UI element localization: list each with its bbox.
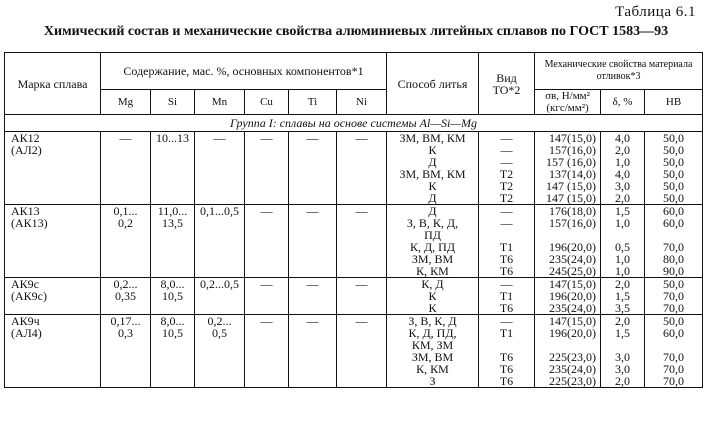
cell-grade: АК9с (АК9с)	[5, 278, 101, 315]
cell-ni: —	[337, 132, 387, 205]
group-label: Группа I: сплавы на основе системы Al—Si—Mg	[5, 115, 703, 132]
header-mg: Mg	[101, 90, 151, 115]
cell-delta: 4,0 2,0 1,0 4,0 3,0 2,0	[601, 132, 645, 205]
cell-heat-treatment: — Т1 Т6 Т6 Т6	[479, 315, 535, 388]
cell-mn: —	[195, 132, 245, 205]
cell-heat-treatment: — — Т1 Т6 Т6	[479, 205, 535, 278]
header-casting: Способ литья	[387, 53, 479, 115]
cell-cu: —	[245, 132, 289, 205]
header-sigma: σв, Н/мм² (кгс/мм²)	[535, 90, 601, 115]
cell-mg: 0,17... 0,3	[101, 315, 151, 388]
table-row	[5, 205, 703, 278]
header-ti: Ti	[289, 90, 337, 115]
cell-mg: 0,2... 0,35	[101, 278, 151, 315]
cell-cu: —	[245, 205, 289, 278]
cell-sigma: 176(18,0) 157(16,0) 196(20,0) 235(24,0) 245(25,0)	[535, 205, 601, 278]
cell-ti: —	[289, 205, 337, 278]
cell-ti: —	[289, 278, 337, 315]
cell-heat-treatment: — Т1 Т6	[479, 278, 535, 315]
cell-grade: АК13 (АК13)	[5, 205, 101, 278]
header-grade: Марка сплава	[5, 53, 101, 115]
header-hb: HB	[645, 90, 703, 115]
cell-ni: —	[337, 315, 387, 388]
cell-ni: —	[337, 205, 387, 278]
table-row	[5, 315, 703, 388]
cell-mn: 0,1...0,5	[195, 205, 245, 278]
cell-mn: 0,2...0,5	[195, 278, 245, 315]
cell-ni: —	[337, 278, 387, 315]
header-mech: Механические свойства материала отливок*3	[535, 53, 703, 90]
header-ni: Ni	[337, 90, 387, 115]
cell-mn: 0,2... 0,5	[195, 315, 245, 388]
cell-heat-treatment: — — — Т2 Т2 Т2	[479, 132, 535, 205]
table-number: Таблица 6.1	[615, 4, 696, 20]
cell-ti: —	[289, 132, 337, 205]
cell-casting: К, Д К К	[387, 278, 479, 315]
cell-delta: 1,5 1,0 0,5 1,0 1,0	[601, 205, 645, 278]
header-cu: Cu	[245, 90, 289, 115]
cell-sigma: 147(15,0) 196(20,0) 225(23,0) 235(24,0) 225(23,0)	[535, 315, 601, 388]
cell-hb: 50,0 70,0 70,0	[645, 278, 703, 315]
cell-casting: З, В, К, Д К, Д, ПД, КМ, ЗМ ЗМ, ВМ К, КМ З	[387, 315, 479, 388]
alloy-table	[4, 52, 703, 388]
cell-hb: 50,0 50,0 50,0 50,0 50,0 50,0	[645, 132, 703, 205]
cell-mg: 0,1... 0,2	[101, 205, 151, 278]
cell-grade: АК12 (АЛ2)	[5, 132, 101, 205]
header-mn: Mn	[195, 90, 245, 115]
cell-grade: АК9ч (АЛ4)	[5, 315, 101, 388]
cell-hb: 50,0 60,0 70,0 70,0 70,0	[645, 315, 703, 388]
cell-delta: 2,0 1,5 3,5	[601, 278, 645, 315]
header-delta: δ, %	[601, 90, 645, 115]
header-content: Содержание, мас. %, основных компонентов*1	[101, 53, 387, 90]
header-si: Si	[151, 90, 195, 115]
table-title: Химический состав и механические свойства алюминиевых литейных сплавов по ГОСТ 1583—93	[43, 24, 669, 39]
cell-mg: —	[101, 132, 151, 205]
cell-delta: 2,0 1,5 3,0 3,0 2,0	[601, 315, 645, 388]
cell-ti: —	[289, 315, 337, 388]
cell-si: 8,0... 10,5	[151, 315, 195, 388]
cell-sigma: 147(15,0) 157(16,0) 157 (16,0) 137(14,0) 147 (15,0) 147 (15,0)	[535, 132, 601, 205]
table-row	[5, 132, 703, 205]
cell-si: 10...13	[151, 132, 195, 205]
cell-hb: 60,0 60,0 70,0 80,0 90,0	[645, 205, 703, 278]
cell-cu: —	[245, 278, 289, 315]
table-row	[5, 278, 703, 315]
header-heat-treatment: Вид ТО*2	[479, 53, 535, 115]
cell-sigma: 147(15,0) 196(20,0) 235(24,0)	[535, 278, 601, 315]
cell-si: 8,0... 10,5	[151, 278, 195, 315]
cell-si: 11,0... 13,5	[151, 205, 195, 278]
cell-casting: ЗМ, ВМ, КМ К Д ЗМ, ВМ, КМ К Д	[387, 132, 479, 205]
cell-casting: Д З, В, К, Д, ПД К, Д, ПД ЗМ, ВМ К, КМ	[387, 205, 479, 278]
cell-cu: —	[245, 315, 289, 388]
